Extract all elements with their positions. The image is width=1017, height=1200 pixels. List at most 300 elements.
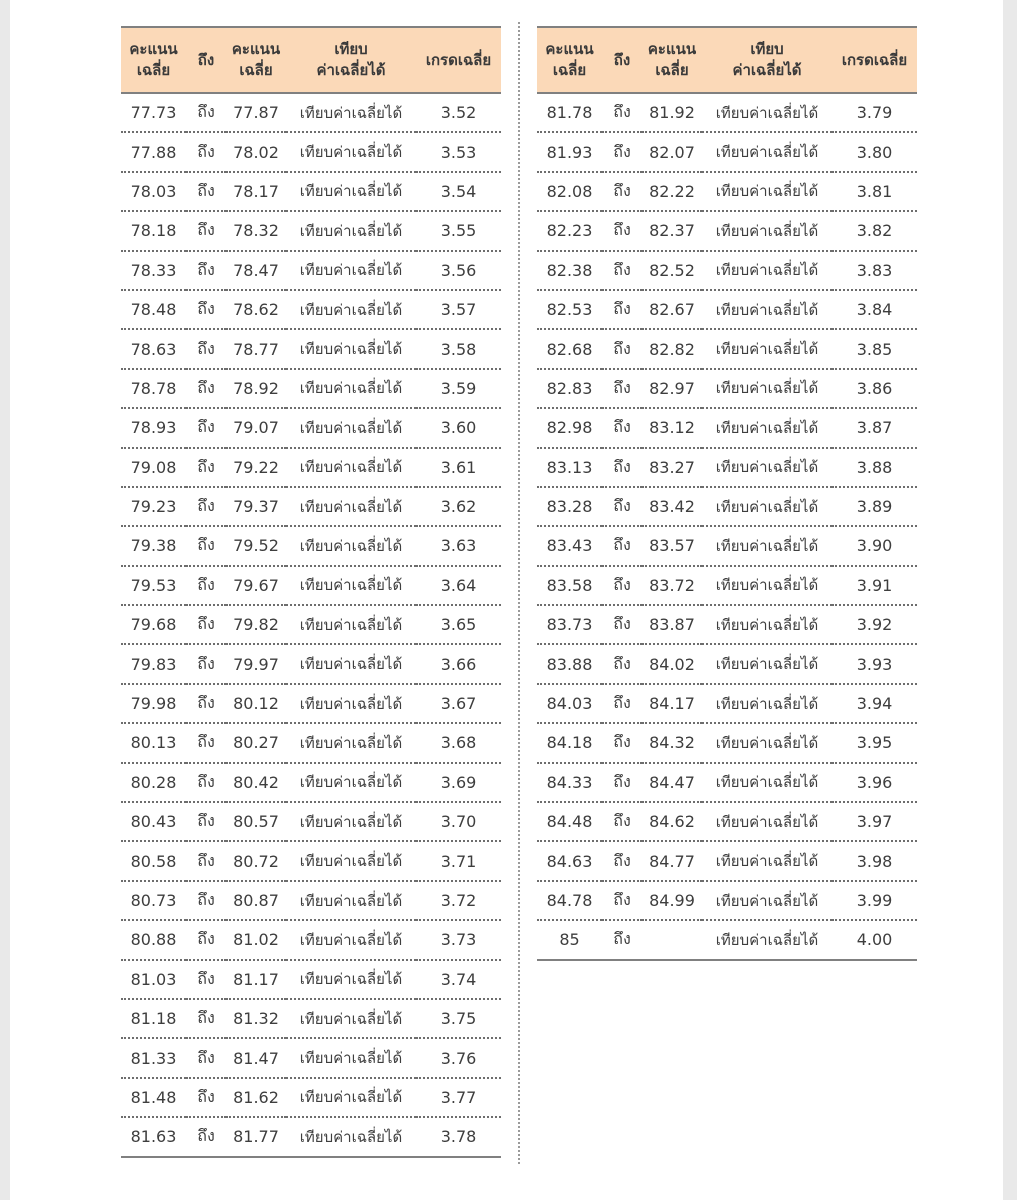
equivalent-cell: เทียบค่าเฉลี่ยได้ xyxy=(286,369,416,408)
score-low-cell: 83.43 xyxy=(537,526,602,565)
table-row xyxy=(121,448,501,487)
score-low-cell: 81.18 xyxy=(121,999,186,1038)
to-cell: ถึง xyxy=(602,211,642,250)
to-cell: ถึง xyxy=(186,1117,226,1156)
grade-cell: 3.91 xyxy=(832,566,917,605)
score-low-cell: 77.88 xyxy=(121,132,186,171)
score-high-cell: 79.07 xyxy=(226,408,286,447)
table-row xyxy=(537,644,917,683)
table-row xyxy=(537,408,917,447)
grade-cell: 3.88 xyxy=(832,448,917,487)
table-row xyxy=(537,723,917,762)
table-row xyxy=(537,881,917,920)
equivalent-cell: เทียบค่าเฉลี่ยได้ xyxy=(702,841,832,880)
table-row xyxy=(121,1038,501,1077)
grade-cell: 4.00 xyxy=(832,920,917,959)
score-high-cell: 77.87 xyxy=(226,93,286,132)
table-row xyxy=(537,448,917,487)
score-high-cell: 82.52 xyxy=(642,251,702,290)
score-low-cell: 79.23 xyxy=(121,487,186,526)
table-row xyxy=(121,526,501,565)
grade-cell: 3.82 xyxy=(832,211,917,250)
score-high-cell: 83.72 xyxy=(642,566,702,605)
equivalent-cell: เทียบค่าเฉลี่ยได้ xyxy=(286,841,416,880)
table-row xyxy=(537,290,917,329)
score-high-cell: 84.47 xyxy=(642,763,702,802)
score-low-cell: 84.48 xyxy=(537,802,602,841)
grade-cell: 3.73 xyxy=(416,920,501,959)
to-cell: ถึง xyxy=(186,211,226,250)
score-high-cell: 82.07 xyxy=(642,132,702,171)
score-low-cell: 79.83 xyxy=(121,644,186,683)
header-score-high: คะแนน เฉลี่ย xyxy=(642,27,702,93)
score-low-cell: 79.08 xyxy=(121,448,186,487)
equivalent-cell: เทียบค่าเฉลี่ยได้ xyxy=(702,132,832,171)
to-cell: ถึง xyxy=(186,605,226,644)
grade-cell: 3.69 xyxy=(416,763,501,802)
score-low-cell: 78.48 xyxy=(121,290,186,329)
grade-cell: 3.64 xyxy=(416,566,501,605)
score-low-cell: 82.08 xyxy=(537,172,602,211)
score-low-cell: 79.53 xyxy=(121,566,186,605)
grade-cell: 3.78 xyxy=(416,1117,501,1156)
equivalent-cell: เทียบค่าเฉลี่ยได้ xyxy=(286,960,416,999)
equivalent-cell: เทียบค่าเฉลี่ยได้ xyxy=(702,369,832,408)
equivalent-cell: เทียบค่าเฉลี่ยได้ xyxy=(286,132,416,171)
grade-table-right xyxy=(537,26,917,961)
table-header xyxy=(537,27,917,93)
table-row xyxy=(537,920,917,959)
to-cell: ถึง xyxy=(186,526,226,565)
score-high-cell: 78.17 xyxy=(226,172,286,211)
score-high-cell: 79.67 xyxy=(226,566,286,605)
table-row xyxy=(121,369,501,408)
grade-cell: 3.58 xyxy=(416,329,501,368)
grade-cell: 3.53 xyxy=(416,132,501,171)
score-low-cell: 84.63 xyxy=(537,841,602,880)
header-score-low: คะแนน เฉลี่ย xyxy=(121,27,186,93)
table-row xyxy=(121,487,501,526)
score-low-cell: 84.78 xyxy=(537,881,602,920)
grade-cell: 3.56 xyxy=(416,251,501,290)
score-high-cell: 79.97 xyxy=(226,644,286,683)
grade-cell: 3.94 xyxy=(832,684,917,723)
equivalent-cell: เทียบค่าเฉลี่ยได้ xyxy=(702,802,832,841)
score-low-cell: 78.18 xyxy=(121,211,186,250)
score-low-cell: 78.93 xyxy=(121,408,186,447)
table-row xyxy=(537,763,917,802)
table-row xyxy=(537,369,917,408)
equivalent-cell: เทียบค่าเฉลี่ยได้ xyxy=(286,448,416,487)
score-high-cell: 78.47 xyxy=(226,251,286,290)
score-high-cell: 83.87 xyxy=(642,605,702,644)
grade-cell: 3.76 xyxy=(416,1038,501,1077)
grade-table-left xyxy=(121,26,501,1158)
score-low-cell: 79.98 xyxy=(121,684,186,723)
table-body xyxy=(121,93,501,1157)
equivalent-cell: เทียบค่าเฉลี่ยได้ xyxy=(702,172,832,211)
score-low-cell: 83.73 xyxy=(537,605,602,644)
grade-cell: 3.68 xyxy=(416,723,501,762)
grade-cell: 3.67 xyxy=(416,684,501,723)
to-cell: ถึง xyxy=(602,566,642,605)
equivalent-cell: เทียบค่าเฉลี่ยได้ xyxy=(702,920,832,959)
score-high-cell: 80.12 xyxy=(226,684,286,723)
to-cell: ถึง xyxy=(186,290,226,329)
table-row xyxy=(537,566,917,605)
grade-cell: 3.77 xyxy=(416,1078,501,1117)
score-low-cell: 81.78 xyxy=(537,93,602,132)
equivalent-cell: เทียบค่าเฉลี่ยได้ xyxy=(702,290,832,329)
to-cell: ถึง xyxy=(602,684,642,723)
equivalent-cell: เทียบค่าเฉลี่ยได้ xyxy=(286,802,416,841)
score-low-cell: 78.78 xyxy=(121,369,186,408)
to-cell: ถึง xyxy=(186,644,226,683)
to-cell: ถึง xyxy=(186,920,226,959)
to-cell: ถึง xyxy=(602,369,642,408)
to-cell: ถึง xyxy=(186,329,226,368)
score-high-cell: 84.62 xyxy=(642,802,702,841)
table-row xyxy=(121,920,501,959)
to-cell: ถึง xyxy=(602,132,642,171)
equivalent-cell: เทียบค่าเฉลี่ยได้ xyxy=(702,408,832,447)
score-low-cell: 80.58 xyxy=(121,841,186,880)
equivalent-cell: เทียบค่าเฉลี่ยได้ xyxy=(286,1038,416,1077)
grade-cell: 3.84 xyxy=(832,290,917,329)
equivalent-cell: เทียบค่าเฉลี่ยได้ xyxy=(702,251,832,290)
table-row xyxy=(121,408,501,447)
score-low-cell: 81.33 xyxy=(121,1038,186,1077)
grade-cell: 3.55 xyxy=(416,211,501,250)
equivalent-cell: เทียบค่าเฉลี่ยได้ xyxy=(702,644,832,683)
grade-cell: 3.93 xyxy=(832,644,917,683)
equivalent-cell: เทียบค่าเฉลี่ยได้ xyxy=(286,329,416,368)
table-row xyxy=(121,881,501,920)
to-cell: ถึง xyxy=(602,763,642,802)
score-high-cell: 82.97 xyxy=(642,369,702,408)
table-row xyxy=(121,802,501,841)
equivalent-cell: เทียบค่าเฉลี่ยได้ xyxy=(702,526,832,565)
score-low-cell: 78.33 xyxy=(121,251,186,290)
score-high-cell: 81.62 xyxy=(226,1078,286,1117)
grade-cell: 3.74 xyxy=(416,960,501,999)
score-high-cell: 83.42 xyxy=(642,487,702,526)
to-cell: ถึง xyxy=(602,802,642,841)
score-high-cell: 78.32 xyxy=(226,211,286,250)
equivalent-cell: เทียบค่าเฉลี่ยได้ xyxy=(286,251,416,290)
equivalent-cell: เทียบค่าเฉลี่ยได้ xyxy=(702,763,832,802)
equivalent-cell: เทียบค่าเฉลี่ยได้ xyxy=(286,1117,416,1156)
to-cell: ถึง xyxy=(186,723,226,762)
grade-cell: 3.79 xyxy=(832,93,917,132)
grade-cell: 3.90 xyxy=(832,526,917,565)
grade-cell: 3.57 xyxy=(416,290,501,329)
equivalent-cell: เทียบค่าเฉลี่ยได้ xyxy=(286,723,416,762)
table-row xyxy=(121,93,501,132)
header-score-low: คะแนน เฉลี่ย xyxy=(537,27,602,93)
to-cell: ถึง xyxy=(186,566,226,605)
grade-cell: 3.59 xyxy=(416,369,501,408)
table-row xyxy=(121,211,501,250)
document-page xyxy=(10,0,1003,1200)
score-high-cell: 81.32 xyxy=(226,999,286,1038)
to-cell: ถึง xyxy=(602,920,642,959)
table-row xyxy=(537,172,917,211)
score-low-cell: 82.83 xyxy=(537,369,602,408)
to-cell: ถึง xyxy=(186,487,226,526)
score-low-cell: 80.88 xyxy=(121,920,186,959)
score-low-cell: 77.73 xyxy=(121,93,186,132)
table-row xyxy=(537,802,917,841)
score-low-cell: 78.03 xyxy=(121,172,186,211)
score-low-cell: 80.73 xyxy=(121,881,186,920)
equivalent-cell: เทียบค่าเฉลี่ยได้ xyxy=(702,723,832,762)
to-cell: ถึง xyxy=(186,802,226,841)
table-row xyxy=(121,841,501,880)
table-row xyxy=(121,999,501,1038)
grade-cell: 3.87 xyxy=(832,408,917,447)
table-row xyxy=(121,684,501,723)
to-cell: ถึง xyxy=(186,93,226,132)
score-low-cell: 82.38 xyxy=(537,251,602,290)
score-low-cell: 83.58 xyxy=(537,566,602,605)
to-cell: ถึง xyxy=(186,684,226,723)
equivalent-cell: เทียบค่าเฉลี่ยได้ xyxy=(286,999,416,1038)
table-row xyxy=(121,1117,501,1156)
header-grade: เกรดเฉลี่ย xyxy=(416,27,501,93)
table-row xyxy=(121,566,501,605)
score-low-cell: 79.38 xyxy=(121,526,186,565)
score-high-cell: 82.67 xyxy=(642,290,702,329)
score-low-cell: 82.53 xyxy=(537,290,602,329)
score-high-cell: 81.47 xyxy=(226,1038,286,1077)
grade-cell: 3.71 xyxy=(416,841,501,880)
equivalent-cell: เทียบค่าเฉลี่ยได้ xyxy=(702,881,832,920)
table-row xyxy=(537,93,917,132)
score-high-cell: 84.02 xyxy=(642,644,702,683)
score-high-cell: 80.57 xyxy=(226,802,286,841)
to-cell: ถึง xyxy=(186,408,226,447)
grade-cell: 3.97 xyxy=(832,802,917,841)
equivalent-cell: เทียบค่าเฉลี่ยได้ xyxy=(286,684,416,723)
to-cell: ถึง xyxy=(186,172,226,211)
score-high-cell: 78.92 xyxy=(226,369,286,408)
score-high-cell: 82.82 xyxy=(642,329,702,368)
header-equivalent: เทียบ ค่าเฉลี่ยได้ xyxy=(286,27,416,93)
grade-cell: 3.62 xyxy=(416,487,501,526)
score-high-cell: 79.22 xyxy=(226,448,286,487)
equivalent-cell: เทียบค่าเฉลี่ยได้ xyxy=(286,172,416,211)
score-high-cell: 79.82 xyxy=(226,605,286,644)
score-high-cell: 81.02 xyxy=(226,920,286,959)
to-cell: ถึง xyxy=(602,841,642,880)
to-cell: ถึง xyxy=(186,881,226,920)
to-cell: ถึง xyxy=(602,881,642,920)
score-low-cell: 81.63 xyxy=(121,1117,186,1156)
score-high-cell: 81.17 xyxy=(226,960,286,999)
score-high-cell: 84.17 xyxy=(642,684,702,723)
equivalent-cell: เทียบค่าเฉลี่ยได้ xyxy=(702,211,832,250)
score-low-cell: 83.28 xyxy=(537,487,602,526)
to-cell: ถึง xyxy=(602,408,642,447)
column-divider xyxy=(518,22,520,1164)
header-equivalent: เทียบ ค่าเฉลี่ยได้ xyxy=(702,27,832,93)
table-row xyxy=(121,1078,501,1117)
score-high-cell: 80.87 xyxy=(226,881,286,920)
table-row xyxy=(537,526,917,565)
score-high-cell xyxy=(642,920,702,959)
header-to: ถึง xyxy=(186,27,226,93)
to-cell: ถึง xyxy=(186,132,226,171)
grade-cell: 3.81 xyxy=(832,172,917,211)
equivalent-cell: เทียบค่าเฉลี่ยได้ xyxy=(286,1078,416,1117)
equivalent-cell: เทียบค่าเฉลี่ยได้ xyxy=(286,93,416,132)
score-low-cell: 84.33 xyxy=(537,763,602,802)
score-low-cell: 83.13 xyxy=(537,448,602,487)
grade-cell: 3.89 xyxy=(832,487,917,526)
table-row xyxy=(537,487,917,526)
equivalent-cell: เทียบค่าเฉลี่ยได้ xyxy=(702,566,832,605)
score-high-cell: 80.27 xyxy=(226,723,286,762)
grade-cell: 3.60 xyxy=(416,408,501,447)
to-cell: ถึง xyxy=(186,999,226,1038)
score-high-cell: 81.77 xyxy=(226,1117,286,1156)
grade-cell: 3.99 xyxy=(832,881,917,920)
grade-cell: 3.96 xyxy=(832,763,917,802)
score-low-cell: 82.23 xyxy=(537,211,602,250)
score-high-cell: 78.77 xyxy=(226,329,286,368)
to-cell: ถึง xyxy=(602,644,642,683)
grade-cell: 3.63 xyxy=(416,526,501,565)
grade-cell: 3.70 xyxy=(416,802,501,841)
table-row xyxy=(121,763,501,802)
to-cell: ถึง xyxy=(602,723,642,762)
grade-cell: 3.75 xyxy=(416,999,501,1038)
to-cell: ถึง xyxy=(186,841,226,880)
to-cell: ถึง xyxy=(602,172,642,211)
score-high-cell: 79.37 xyxy=(226,487,286,526)
score-low-cell: 80.43 xyxy=(121,802,186,841)
table-row xyxy=(121,172,501,211)
table-row xyxy=(537,605,917,644)
score-high-cell: 78.02 xyxy=(226,132,286,171)
table-row xyxy=(121,723,501,762)
table-row xyxy=(121,251,501,290)
score-low-cell: 82.98 xyxy=(537,408,602,447)
equivalent-cell: เทียบค่าเฉลี่ยได้ xyxy=(286,290,416,329)
to-cell: ถึง xyxy=(602,251,642,290)
score-high-cell: 84.77 xyxy=(642,841,702,880)
table-row xyxy=(537,251,917,290)
table-row xyxy=(537,841,917,880)
score-low-cell: 81.93 xyxy=(537,132,602,171)
score-high-cell: 83.12 xyxy=(642,408,702,447)
equivalent-cell: เทียบค่าเฉลี่ยได้ xyxy=(702,329,832,368)
score-high-cell: 79.52 xyxy=(226,526,286,565)
to-cell: ถึง xyxy=(186,448,226,487)
table-row xyxy=(537,329,917,368)
equivalent-cell: เทียบค่าเฉลี่ยได้ xyxy=(286,566,416,605)
score-high-cell: 82.22 xyxy=(642,172,702,211)
score-high-cell: 81.92 xyxy=(642,93,702,132)
table-row xyxy=(537,132,917,171)
score-high-cell: 80.42 xyxy=(226,763,286,802)
equivalent-cell: เทียบค่าเฉลี่ยได้ xyxy=(286,408,416,447)
equivalent-cell: เทียบค่าเฉลี่ยได้ xyxy=(286,644,416,683)
table-row xyxy=(121,329,501,368)
score-high-cell: 83.27 xyxy=(642,448,702,487)
to-cell: ถึง xyxy=(186,1078,226,1117)
header-score-high: คะแนน เฉลี่ย xyxy=(226,27,286,93)
equivalent-cell: เทียบค่าเฉลี่ยได้ xyxy=(702,684,832,723)
to-cell: ถึง xyxy=(186,763,226,802)
to-cell: ถึง xyxy=(602,329,642,368)
to-cell: ถึง xyxy=(602,93,642,132)
score-high-cell: 83.57 xyxy=(642,526,702,565)
grade-cell: 3.65 xyxy=(416,605,501,644)
equivalent-cell: เทียบค่าเฉลี่ยได้ xyxy=(286,605,416,644)
score-high-cell: 80.72 xyxy=(226,841,286,880)
table-header xyxy=(121,27,501,93)
table-row xyxy=(121,605,501,644)
to-cell: ถึง xyxy=(602,605,642,644)
to-cell: ถึง xyxy=(186,369,226,408)
equivalent-cell: เทียบค่าเฉลี่ยได้ xyxy=(286,920,416,959)
equivalent-cell: เทียบค่าเฉลี่ยได้ xyxy=(286,881,416,920)
table-row xyxy=(121,960,501,999)
grade-cell: 3.86 xyxy=(832,369,917,408)
grade-cell: 3.83 xyxy=(832,251,917,290)
score-low-cell: 78.63 xyxy=(121,329,186,368)
equivalent-cell: เทียบค่าเฉลี่ยได้ xyxy=(702,448,832,487)
score-high-cell: 84.99 xyxy=(642,881,702,920)
table-row xyxy=(537,684,917,723)
score-low-cell: 85 xyxy=(537,920,602,959)
grade-cell: 3.66 xyxy=(416,644,501,683)
grade-cell: 3.54 xyxy=(416,172,501,211)
equivalent-cell: เทียบค่าเฉลี่ยได้ xyxy=(286,211,416,250)
to-cell: ถึง xyxy=(186,251,226,290)
table-row xyxy=(121,644,501,683)
equivalent-cell: เทียบค่าเฉลี่ยได้ xyxy=(286,763,416,802)
score-low-cell: 83.88 xyxy=(537,644,602,683)
grade-cell: 3.52 xyxy=(416,93,501,132)
grade-cell: 3.72 xyxy=(416,881,501,920)
grade-cell: 3.85 xyxy=(832,329,917,368)
table-row xyxy=(121,290,501,329)
score-low-cell: 84.03 xyxy=(537,684,602,723)
grade-cell: 3.95 xyxy=(832,723,917,762)
equivalent-cell: เทียบค่าเฉลี่ยได้ xyxy=(286,526,416,565)
score-low-cell: 82.68 xyxy=(537,329,602,368)
score-low-cell: 81.03 xyxy=(121,960,186,999)
score-high-cell: 78.62 xyxy=(226,290,286,329)
header-to: ถึง xyxy=(602,27,642,93)
score-low-cell: 79.68 xyxy=(121,605,186,644)
equivalent-cell: เทียบค่าเฉลี่ยได้ xyxy=(702,93,832,132)
to-cell: ถึง xyxy=(602,526,642,565)
to-cell: ถึง xyxy=(602,487,642,526)
to-cell: ถึง xyxy=(602,448,642,487)
table-row xyxy=(121,132,501,171)
equivalent-cell: เทียบค่าเฉลี่ยได้ xyxy=(286,487,416,526)
equivalent-cell: เทียบค่าเฉลี่ยได้ xyxy=(702,487,832,526)
table-row xyxy=(537,211,917,250)
grade-cell: 3.80 xyxy=(832,132,917,171)
equivalent-cell: เทียบค่าเฉลี่ยได้ xyxy=(702,605,832,644)
score-low-cell: 80.13 xyxy=(121,723,186,762)
score-low-cell: 81.48 xyxy=(121,1078,186,1117)
